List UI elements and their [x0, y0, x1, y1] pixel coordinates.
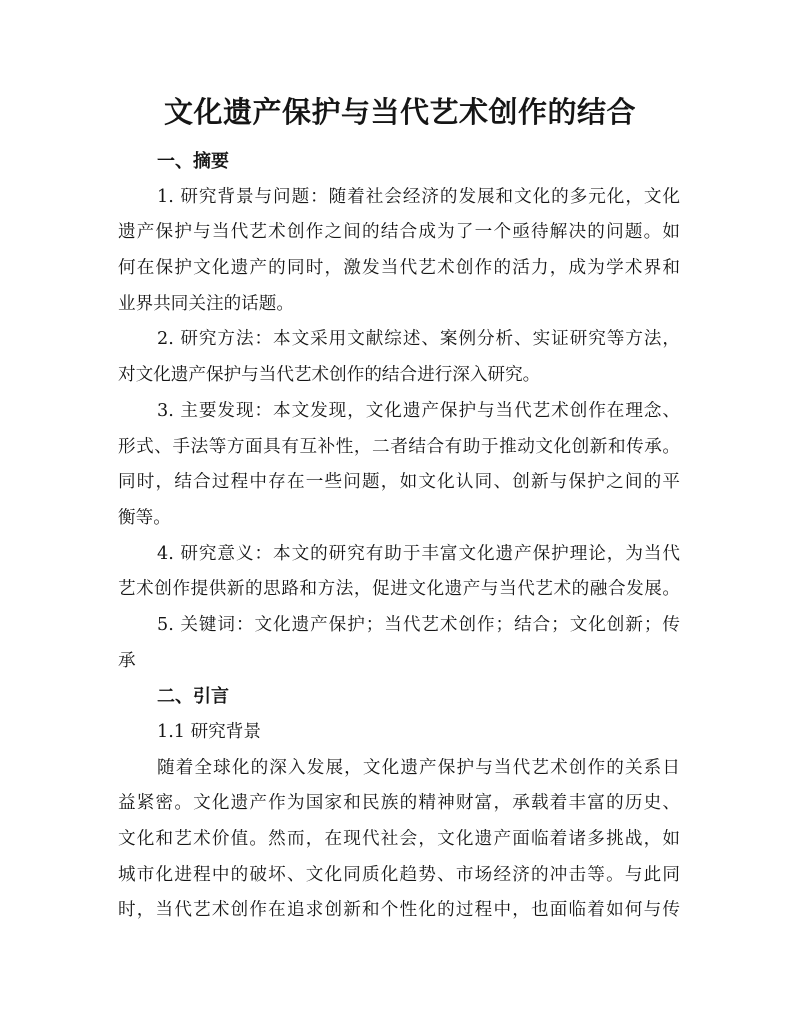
abstract-item-3	[118, 394, 680, 537]
paragraph-line: 城市化进程中的破坏、文化同质化趋势、市场经济的冲击等。与此同	[118, 864, 680, 885]
abstract-item-4	[118, 537, 680, 608]
paragraph-line: 文化和艺术价值。然而，在现代社会，文化遗产面临着诸多挑战，如	[118, 829, 680, 850]
paragraph-line: 3. 主要发现：本文发现，文化遗产保护与当代艺术创作在理念、	[157, 400, 680, 421]
paragraph-line: 同时，结合过程中存在一些问题，如文化认同、创新与保护之间的平	[118, 472, 680, 493]
subsection-heading: 1.1 研究背景	[157, 722, 261, 742]
paragraph-line: 随着全球化的深入发展，文化遗产保护与当代艺术创作的关系日	[157, 757, 680, 778]
paragraph-line: 1. 研究背景与问题：随着社会经济的发展和文化的多元化，文化	[157, 186, 680, 207]
paragraph-line: 5. 关键词：文化遗产保护；当代艺术创作；结合；文化创新；传	[157, 614, 680, 635]
paragraph-line: 时，当代艺术创作在追求创新和个性化的过程中，也面临着如何与传	[118, 900, 680, 921]
page-title: 文化遗产保护与当代艺术创作的结合	[163, 95, 636, 129]
paragraph-line: 对文化遗产保护与当代艺术创作的结合进行深入研究。	[118, 365, 541, 386]
section-heading-abstract: 一、摘要	[157, 151, 229, 172]
paragraph-line: 益紧密。文化遗产作为国家和民族的精神财富，承载着丰富的历史、	[118, 793, 680, 814]
paragraph-line: 业界共同关注的话题。	[118, 293, 294, 314]
paragraph-line: 2. 研究方法：本文采用文献综述、案例分析、实证研究等方法，	[157, 329, 680, 350]
paragraph-line: 承	[118, 650, 136, 671]
paragraph-line: 遗产保护与当代艺术创作之间的结合成为了一个亟待解决的问题。如	[118, 222, 680, 243]
section-heading-intro: 二、引言	[157, 686, 229, 708]
paragraph-line: 何在保护文化遗产的同时，激发当代艺术创作的活力，成为学术界和	[118, 258, 680, 279]
paragraph-line: 艺术创作提供新的思路和方法，促进文化遗产与当代艺术的融合发展。	[118, 579, 680, 600]
abstract-item-5	[118, 608, 680, 679]
abstract-item-1	[118, 180, 680, 323]
abstract-item-2	[118, 322, 680, 393]
paragraph-line: 衡等。	[118, 507, 171, 528]
paragraph-line: 4. 研究意义：本文的研究有助于丰富文化遗产保护理论，为当代	[157, 543, 680, 564]
document-body	[118, 144, 680, 929]
paragraph-line: 形式、手法等方面具有互补性，二者结合有助于推动文化创新和传承。	[118, 436, 680, 457]
intro-paragraph	[118, 751, 680, 929]
